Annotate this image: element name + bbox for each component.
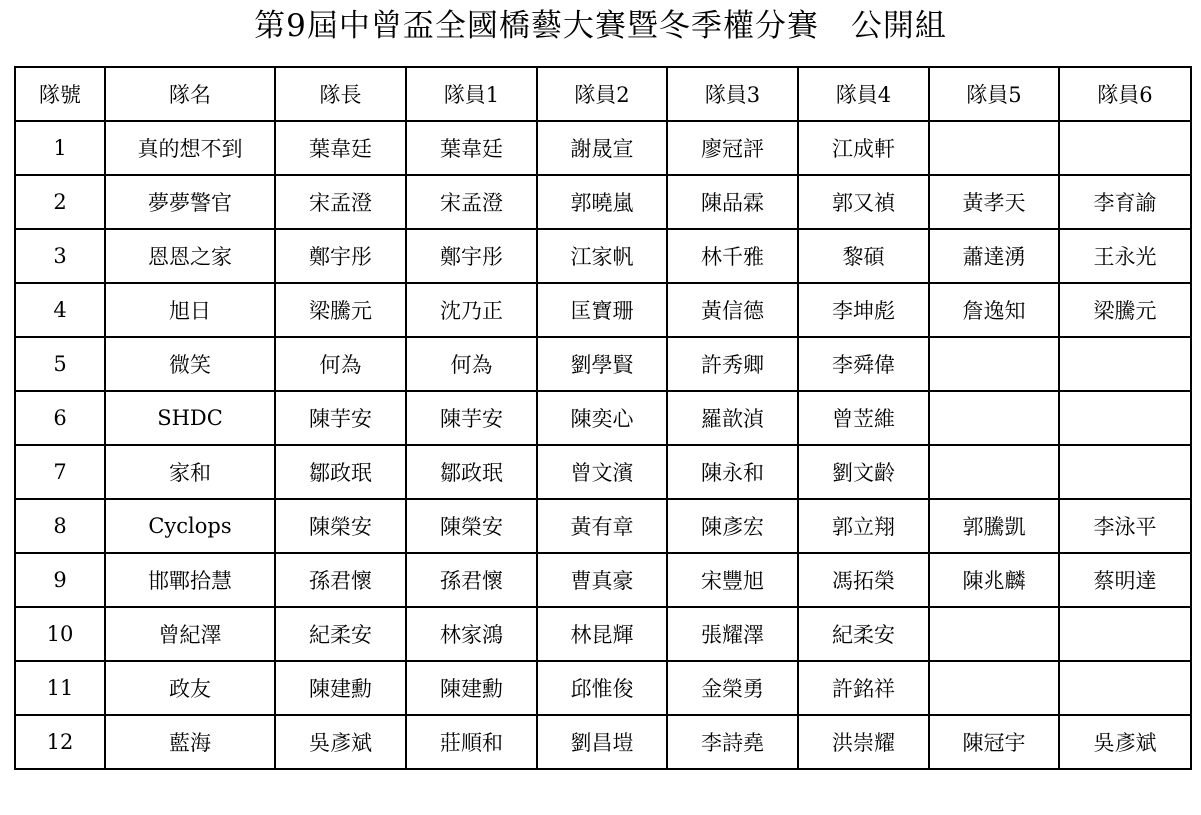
cell-member-2: 邱惟俊 [537, 661, 667, 715]
cell-team-number: 7 [15, 445, 105, 499]
cell-captain: 梁騰元 [275, 283, 406, 337]
cell-member-5 [929, 391, 1059, 445]
cell-member-3: 林千雅 [667, 229, 798, 283]
page-title: 第9屆中曾盃全國橋藝大賽暨冬季權分賽 公開組 [254, 8, 947, 44]
cell-member-1: 林家鴻 [406, 607, 537, 661]
cell-member-2: 黃有章 [537, 499, 667, 553]
cell-member-6: 李育諭 [1059, 175, 1191, 229]
cell-member-5 [929, 607, 1059, 661]
cell-member-4: 曾苙維 [798, 391, 929, 445]
cell-member-4: 黎碩 [798, 229, 929, 283]
cell-member-2: 陳奕心 [537, 391, 667, 445]
cell-member-3: 金榮勇 [667, 661, 798, 715]
cell-member-3: 許秀卿 [667, 337, 798, 391]
cell-member-3: 羅歆湞 [667, 391, 798, 445]
cell-team-name: Cyclops [105, 499, 275, 553]
cell-member-2: 曾文濱 [537, 445, 667, 499]
cell-member-6 [1059, 337, 1191, 391]
header-member-1: 隊員1 [406, 67, 537, 121]
cell-member-4: 劉文齡 [798, 445, 929, 499]
cell-team-number: 4 [15, 283, 105, 337]
cell-member-4: 許銘祥 [798, 661, 929, 715]
cell-team-number: 5 [15, 337, 105, 391]
cell-captain: 鄒政珉 [275, 445, 406, 499]
cell-member-1: 陳芋安 [406, 391, 537, 445]
cell-member-6 [1059, 121, 1191, 175]
cell-member-5: 蕭達湧 [929, 229, 1059, 283]
cell-team-number: 10 [15, 607, 105, 661]
cell-member-6: 李泳平 [1059, 499, 1191, 553]
cell-captain: 吳彥斌 [275, 715, 406, 769]
cell-team-name: 政友 [105, 661, 275, 715]
cell-captain: 陳建勳 [275, 661, 406, 715]
cell-member-6 [1059, 607, 1191, 661]
cell-member-3: 廖冠評 [667, 121, 798, 175]
cell-member-6: 蔡明達 [1059, 553, 1191, 607]
cell-member-6: 吳彥斌 [1059, 715, 1191, 769]
table-row [15, 121, 1191, 175]
cell-member-2: 劉學賢 [537, 337, 667, 391]
cell-captain: 紀柔安 [275, 607, 406, 661]
cell-member-3: 陳品霖 [667, 175, 798, 229]
table-row [15, 391, 1191, 445]
cell-captain: 何為 [275, 337, 406, 391]
cell-captain: 孫君懷 [275, 553, 406, 607]
cell-member-5: 郭騰凱 [929, 499, 1059, 553]
cell-member-6: 梁騰元 [1059, 283, 1191, 337]
table-row [15, 607, 1191, 661]
cell-team-name: 真的想不到 [105, 121, 275, 175]
cell-member-1: 宋孟澄 [406, 175, 537, 229]
cell-member-3: 李詩堯 [667, 715, 798, 769]
cell-member-4: 郭又禎 [798, 175, 929, 229]
cell-member-3: 陳彥宏 [667, 499, 798, 553]
cell-captain: 陳榮安 [275, 499, 406, 553]
cell-member-2: 江家帆 [537, 229, 667, 283]
header-member-5: 隊員5 [929, 67, 1059, 121]
table-row [15, 283, 1191, 337]
cell-team-number: 12 [15, 715, 105, 769]
header-member-4: 隊員4 [798, 67, 929, 121]
cell-captain: 陳芋安 [275, 391, 406, 445]
cell-team-number: 6 [15, 391, 105, 445]
header-row [15, 67, 1191, 121]
cell-team-name: 藍海 [105, 715, 275, 769]
cell-member-5: 黃孝天 [929, 175, 1059, 229]
cell-member-3: 宋豐旭 [667, 553, 798, 607]
cell-member-2: 曹真豪 [537, 553, 667, 607]
cell-team-name: SHDC [105, 391, 275, 445]
cell-member-1: 鄭宇彤 [406, 229, 537, 283]
table-row [15, 499, 1191, 553]
header-member-2: 隊員2 [537, 67, 667, 121]
cell-member-6 [1059, 445, 1191, 499]
cell-member-4: 李舜偉 [798, 337, 929, 391]
header-member-3: 隊員3 [667, 67, 798, 121]
cell-team-name: 旭日 [105, 283, 275, 337]
table-row [15, 715, 1191, 769]
cell-member-2: 林昆輝 [537, 607, 667, 661]
cell-member-2: 劉昌塏 [537, 715, 667, 769]
table-row [15, 229, 1191, 283]
team-roster-table [14, 66, 1192, 770]
cell-member-5: 詹逸知 [929, 283, 1059, 337]
cell-member-3: 陳永和 [667, 445, 798, 499]
cell-member-2: 謝晟宣 [537, 121, 667, 175]
table-row [15, 445, 1191, 499]
header-captain: 隊長 [275, 67, 406, 121]
cell-member-1: 葉韋廷 [406, 121, 537, 175]
cell-member-1: 陳建勳 [406, 661, 537, 715]
cell-member-3: 黃信德 [667, 283, 798, 337]
header-member-6: 隊員6 [1059, 67, 1191, 121]
cell-team-name: 邯鄲拾慧 [105, 553, 275, 607]
cell-team-number: 11 [15, 661, 105, 715]
cell-member-5 [929, 121, 1059, 175]
cell-team-number: 3 [15, 229, 105, 283]
cell-member-1: 孫君懷 [406, 553, 537, 607]
cell-team-name: 微笑 [105, 337, 275, 391]
cell-member-1: 沈乃正 [406, 283, 537, 337]
cell-captain: 葉韋廷 [275, 121, 406, 175]
table-row [15, 175, 1191, 229]
cell-member-2: 郭曉嵐 [537, 175, 667, 229]
cell-captain: 宋孟澄 [275, 175, 406, 229]
cell-member-4: 紀柔安 [798, 607, 929, 661]
cell-member-1: 何為 [406, 337, 537, 391]
cell-member-6 [1059, 661, 1191, 715]
cell-member-1: 陳榮安 [406, 499, 537, 553]
cell-member-6: 王永光 [1059, 229, 1191, 283]
cell-member-4: 洪崇耀 [798, 715, 929, 769]
cell-member-4: 馮拓榮 [798, 553, 929, 607]
cell-team-number: 2 [15, 175, 105, 229]
cell-team-name: 夢夢警官 [105, 175, 275, 229]
cell-member-5: 陳冠宇 [929, 715, 1059, 769]
cell-member-5 [929, 661, 1059, 715]
header-team-name: 隊名 [105, 67, 275, 121]
header-team-number: 隊號 [15, 67, 105, 121]
cell-member-1: 莊順和 [406, 715, 537, 769]
cell-team-number: 9 [15, 553, 105, 607]
cell-member-1: 鄒政珉 [406, 445, 537, 499]
cell-member-3: 張耀澤 [667, 607, 798, 661]
cell-team-name: 曾紀澤 [105, 607, 275, 661]
table-row [15, 661, 1191, 715]
cell-team-name: 恩恩之家 [105, 229, 275, 283]
cell-member-5 [929, 445, 1059, 499]
cell-member-6 [1059, 391, 1191, 445]
cell-member-4: 郭立翔 [798, 499, 929, 553]
roster-body [15, 121, 1191, 769]
cell-member-4: 李坤彪 [798, 283, 929, 337]
cell-team-name: 家和 [105, 445, 275, 499]
cell-captain: 鄭宇彤 [275, 229, 406, 283]
table-row [15, 337, 1191, 391]
table-row [15, 553, 1191, 607]
cell-member-5: 陳兆麟 [929, 553, 1059, 607]
cell-member-2: 匡寶珊 [537, 283, 667, 337]
cell-team-number: 8 [15, 499, 105, 553]
cell-team-number: 1 [15, 121, 105, 175]
cell-member-4: 江成軒 [798, 121, 929, 175]
cell-member-5 [929, 337, 1059, 391]
